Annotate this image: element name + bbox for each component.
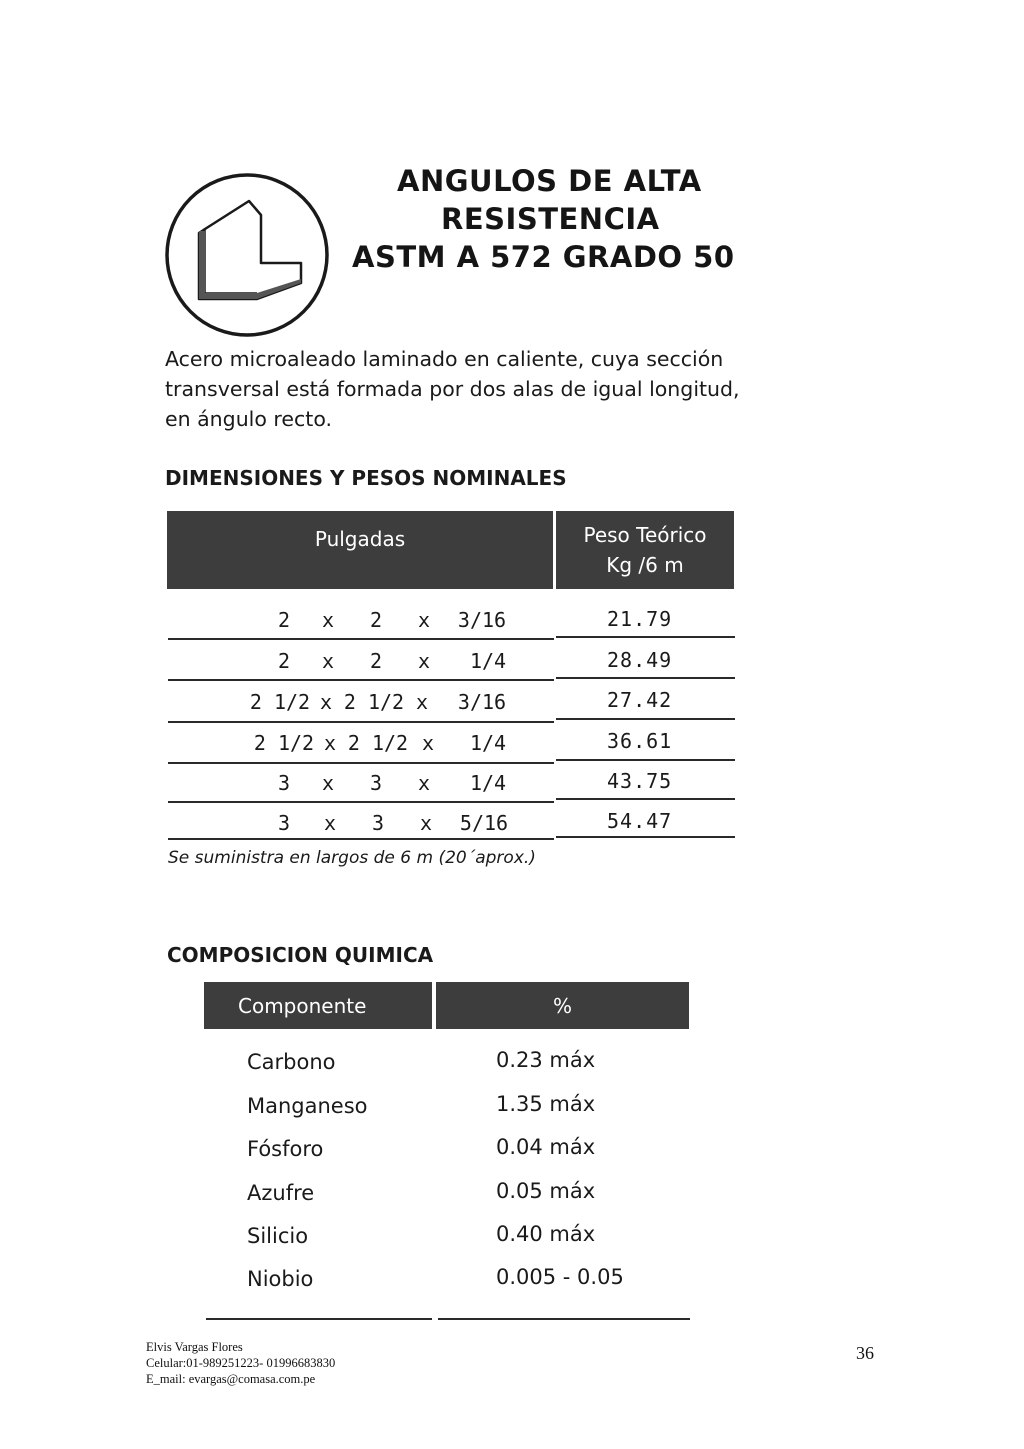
component-value: 0.40 máx <box>496 1222 596 1246</box>
dim-x: x <box>319 690 333 714</box>
dim-x: x <box>323 811 337 835</box>
component-name: Fósforo <box>247 1137 324 1161</box>
dim-thickness: 1/4 <box>469 771 507 795</box>
row-divider <box>556 759 735 761</box>
dim-x: x <box>323 731 337 755</box>
supply-note: Se suministra en largos de 6 m (20´aprox.) <box>168 848 536 868</box>
dim-x: x <box>417 649 431 673</box>
dim-weight: 28.49 <box>607 648 673 672</box>
title-line-1: ANGULOS DE ALTA <box>397 164 702 198</box>
dim-weight: 27.42 <box>607 688 673 712</box>
dim-thickness: 1/4 <box>469 731 507 755</box>
dim-b: 3 <box>369 771 383 795</box>
component-name: Niobio <box>247 1267 314 1291</box>
component-name: Silicio <box>247 1224 309 1248</box>
footer-phone: Celular:01-989251223- 01996683830 <box>146 1356 336 1370</box>
dim-x: x <box>415 690 429 714</box>
title-line-3: ASTM A 572 GRADO 50 <box>352 240 735 274</box>
header-component-cell <box>204 982 432 1029</box>
component-name: Carbono <box>247 1050 336 1074</box>
component-value: 1.35 máx <box>496 1092 596 1116</box>
header-weight-label-2: Kg /6 m <box>606 553 684 577</box>
dim-b: 2 1/2 <box>343 690 405 714</box>
header-weight-label-1: Peso Teórico <box>583 523 707 547</box>
dim-thickness: 1/4 <box>469 649 507 673</box>
row-divider <box>556 677 735 679</box>
dim-x: x <box>417 771 431 795</box>
angle-profile-logo-icon <box>163 171 331 339</box>
dim-x: x <box>417 608 431 632</box>
component-name: Manganeso <box>247 1094 368 1118</box>
table-bottom-line <box>206 1318 432 1320</box>
component-name: Azufre <box>247 1181 315 1205</box>
dim-a: 3 <box>277 811 291 835</box>
dim-x: x <box>419 811 433 835</box>
dim-b: 2 <box>369 608 383 632</box>
row-divider <box>168 721 554 723</box>
composition-heading: COMPOSICION QUIMICA <box>167 943 434 967</box>
dim-thickness: 5/16 <box>459 811 509 835</box>
header-weight-cell <box>556 511 734 589</box>
footer-contact <box>146 1339 335 1387</box>
dim-weight: 21.79 <box>607 607 673 631</box>
table-bottom-line <box>438 1318 690 1320</box>
header-percent-label: % <box>552 994 572 1018</box>
component-value: 0.23 máx <box>496 1048 596 1072</box>
dim-a: 2 1/2 <box>253 731 315 755</box>
row-divider <box>168 801 554 803</box>
component-value: 0.05 máx <box>496 1179 596 1203</box>
page-number: 36 <box>856 1343 874 1363</box>
row-divider <box>168 679 554 681</box>
dim-b: 3 <box>371 811 385 835</box>
component-value: 0.04 máx <box>496 1135 596 1159</box>
row-divider <box>556 718 735 720</box>
dim-x: x <box>321 649 335 673</box>
dim-x: x <box>321 771 335 795</box>
header-inches-cell <box>167 511 553 589</box>
dim-a: 3 <box>277 771 291 795</box>
header-percent-cell <box>436 982 689 1029</box>
footer-name: Elvis Vargas Flores <box>146 1340 243 1354</box>
dim-b: 2 <box>369 649 383 673</box>
dim-thickness: 3/16 <box>457 608 507 632</box>
dim-weight: 54.47 <box>607 809 673 833</box>
header-inches-label: Pulgadas <box>314 527 406 551</box>
row-divider <box>556 798 735 800</box>
dim-weight: 43.75 <box>607 769 673 793</box>
dim-b: 2 1/2 <box>347 731 409 755</box>
row-divider <box>168 762 554 764</box>
title-line-2: RESISTENCIA <box>441 202 660 236</box>
row-divider <box>168 838 554 840</box>
dim-weight: 36.61 <box>607 729 673 753</box>
dim-thickness: 3/16 <box>457 690 507 714</box>
dim-a: 2 1/2 <box>249 690 311 714</box>
footer-email: E_mail: evargas@comasa.com.pe <box>146 1372 316 1386</box>
dim-a: 2 <box>277 649 291 673</box>
product-description: Acero microaleado laminado en caliente, cuya sección transversal está formada por dos alas de igual longitud, en ángulo recto. <box>165 347 740 431</box>
dimensions-heading: DIMENSIONES Y PESOS NOMINALES <box>165 466 567 490</box>
dim-a: 2 <box>277 608 291 632</box>
header-component-label: Componente <box>238 994 367 1018</box>
dim-x: x <box>421 731 435 755</box>
row-divider <box>556 636 735 638</box>
row-divider <box>168 638 554 640</box>
component-value: 0.005 - 0.05 <box>496 1265 624 1289</box>
row-divider <box>556 836 735 838</box>
dim-x: x <box>321 608 335 632</box>
